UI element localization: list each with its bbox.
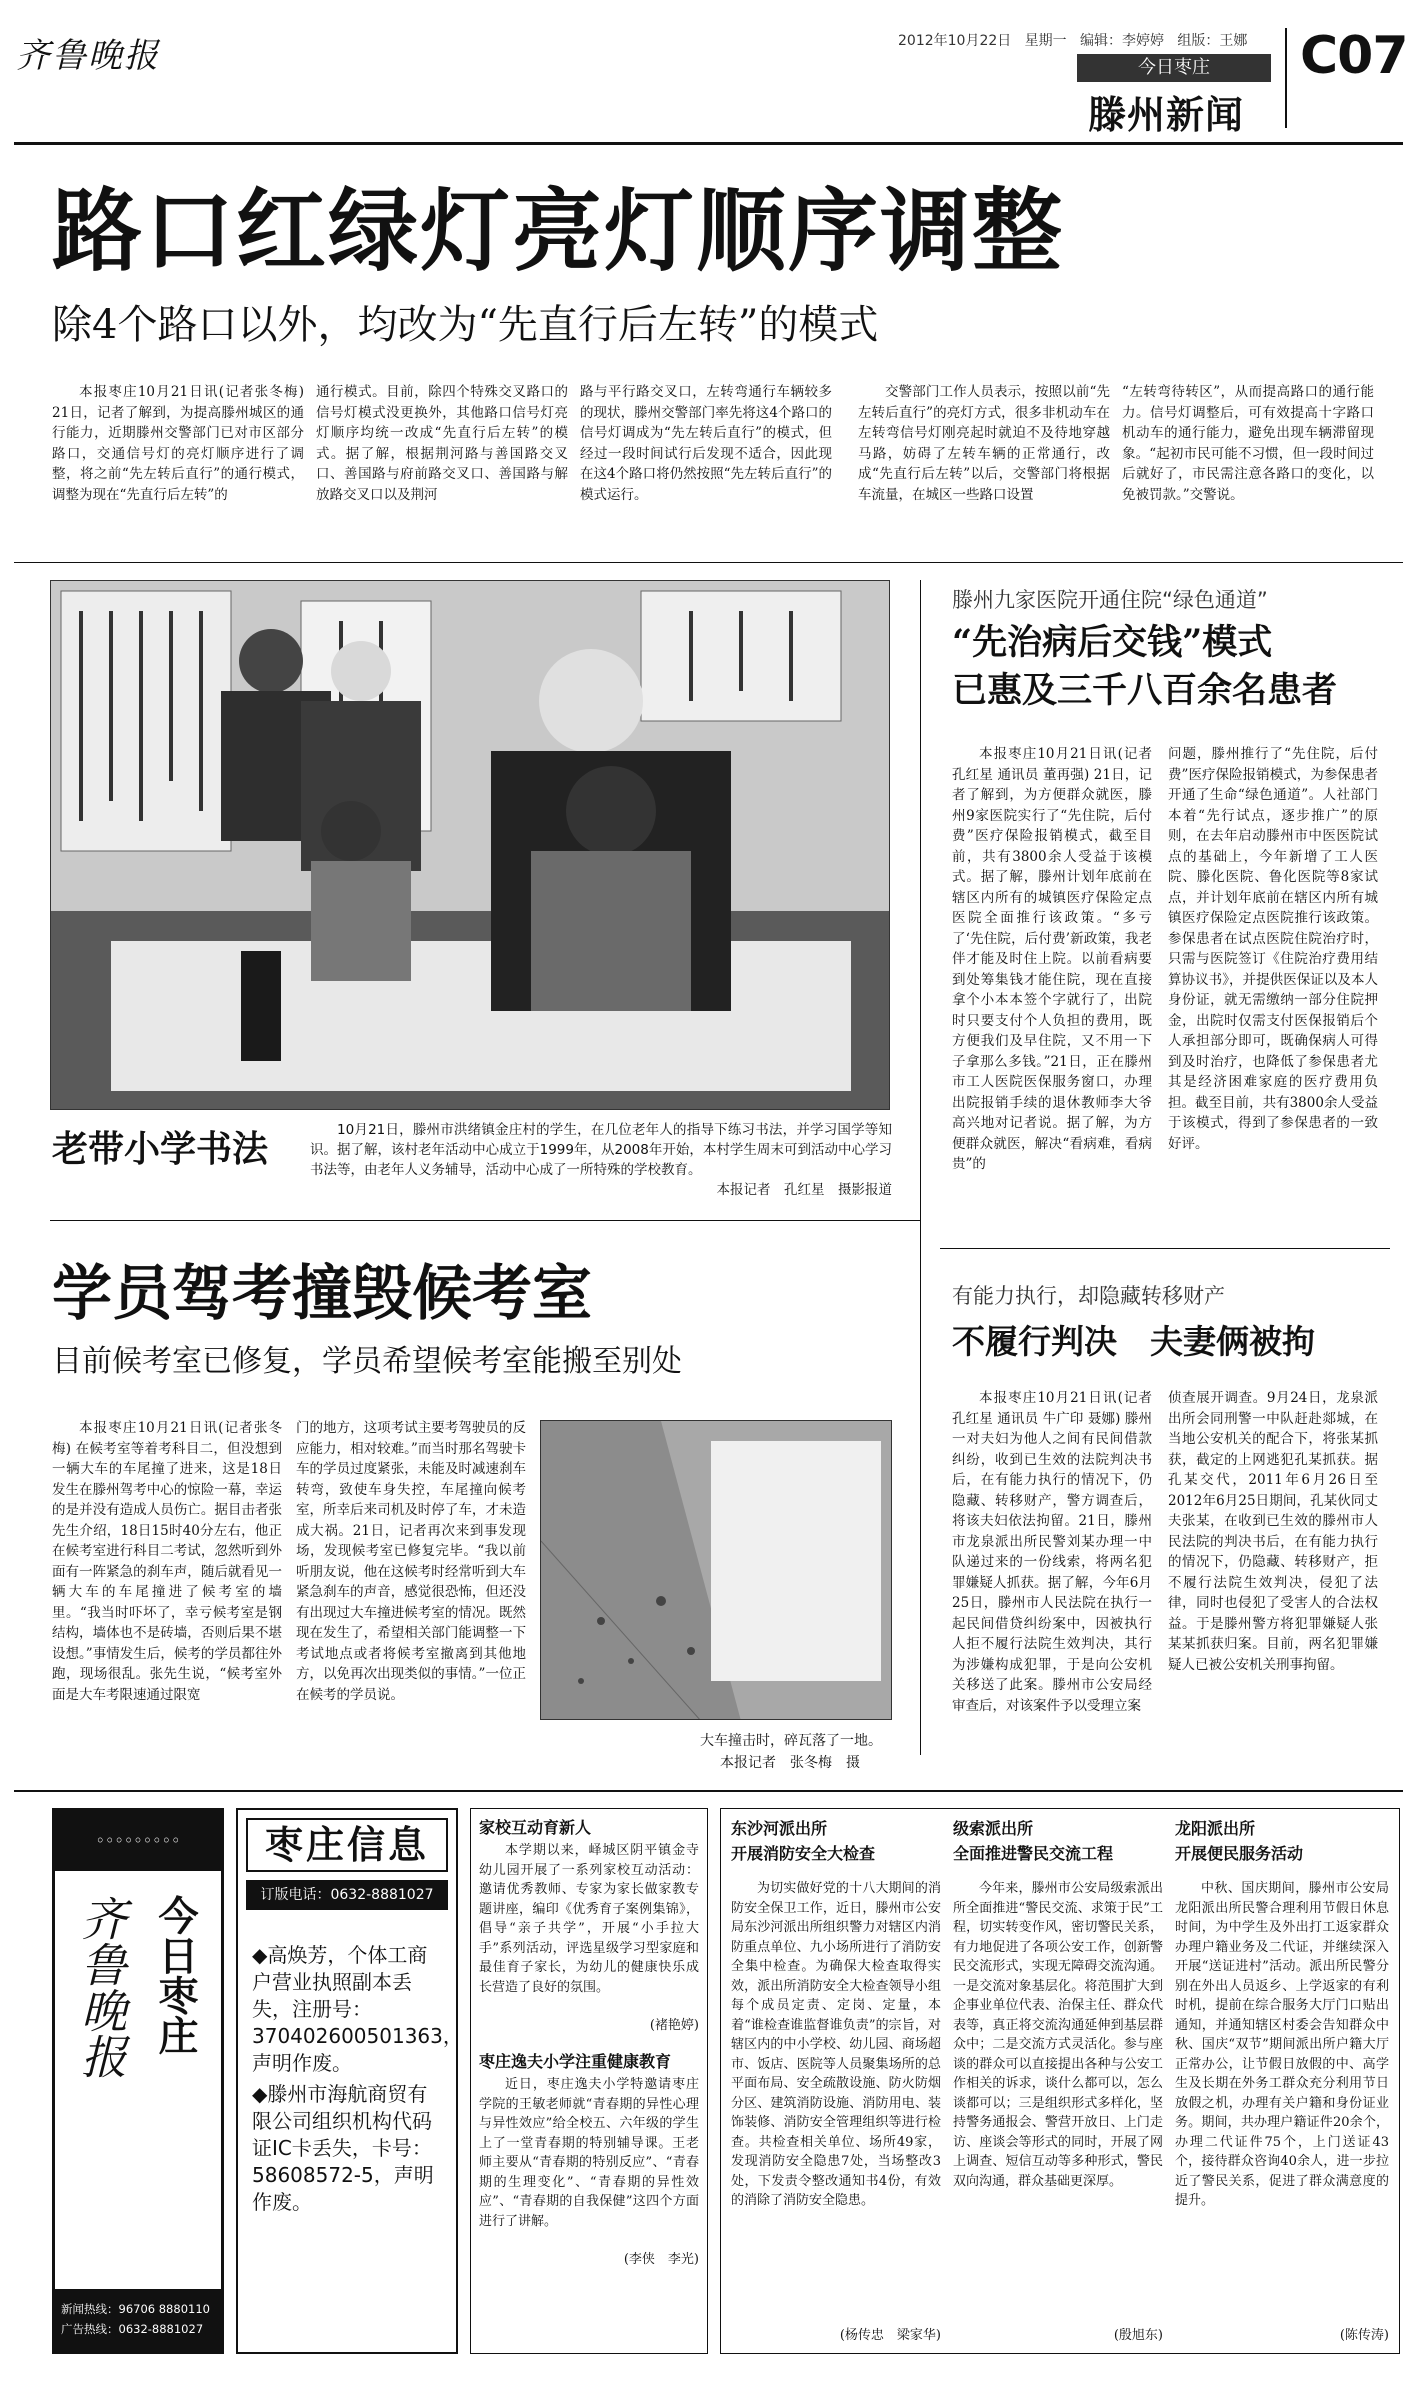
masthead-logo: 齐鲁晚报 [16,36,160,76]
calligraphy-bottom-rule [50,1220,920,1221]
info-box [236,1808,463,2354]
lead-col-3: 路与平行路交叉口，左转弯通行车辆较多的现状，滕州交警部门率先将这4个路口的信号灯调成为“先左转后直行”的模式，但经过一段时间试行后发现不适合，因此现在这4个路口将仍然按照“先左转后直行”的模式运行。 [580,384,832,503]
police-1-author: (杨传忠 梁家华) [839,2328,941,2343]
police-3-author: (陈传涛) [1339,2328,1389,2343]
calligraphy-caption: 10月21日，滕州市洪绪镇金庄村的学生，在几位老年人的指导下练习书法，并学习国学等知识。据了解，该村老年活动中心成立于1999年，从2008年开始，本村学生周末可到活动中心学习书法等，由老年人义务辅导，活动中心成了一所特殊的学校教育。 本报记者 孔红星 摄影报道 [310,1122,892,1198]
exam-photo [540,1420,892,1720]
section-name: 滕州新闻 [1088,92,1245,137]
brand-ad-sub: 今日枣庄 [152,1895,199,2055]
police-item-3 [1175,1817,1389,2345]
school2-body: 近日，枣庄逸夫小学特邀请枣庄学院的王敏老师就“青春期的异性心理与异性效应”给全校五、六年级的学生上了一堂青春期的特别辅导课。王老师主要从“青春期的特别反应”、“青春期的生理变化”、“青春期的异性效应”、“青春期的自我保健”这四个方面进行了讲解。 [479,2077,699,2229]
info-title: 枣庄信息 [246,1818,448,1872]
layout-credit: 组版：王娜 [1177,33,1248,49]
lead-subhead: 除4个路口以外，均改为“先直行后左转”的模式 [52,302,879,348]
brand-ad [52,1808,224,2354]
calligraphy-photo-art [51,581,890,1110]
masthead-meta [898,30,1247,50]
school2-author: (李侠 李光) [623,2252,699,2267]
police-2-title: 全面推进警民交流工程 [953,1844,1114,1863]
bottom-section-rule [14,1790,1403,1792]
lead-col-2: 通行模式。目前，除四个特殊交叉路口的信号灯模式没更换外，其他路口信号灯亮灯顺序均统一改成“先直行后左转”的模式。据了解，根据荆河路与善国路交叉口、善国路与府前路交叉口、善国路与解放路交叉口以及荆河 [316,384,568,503]
news-hotline: 新闻热线：96706 8880110 [61,2302,210,2316]
police-2-station: 级索派出所 [953,1819,1034,1838]
police-3-title: 开展便民服务活动 [1175,1844,1304,1863]
police-3-station: 龙阳派出所 [1175,1819,1256,1838]
info-item-1: ◆高焕芳，个体工商户营业执照副本丢失，注册号：370402600501363，声明作废。 [252,1943,463,2075]
school2-title: 枣庄逸夫小学注重健康教育 [479,2052,672,2071]
right-column-vrule [920,580,921,1755]
exam-subhead: 目前候考室已修复，学员希望候考室能搬至别处 [52,1344,682,1379]
masthead-rule [14,142,1403,145]
exam-headline: 学员驾考撞毁候考室 [52,1259,592,1329]
info-phone: 订版电话：0632-8881027 [246,1880,448,1910]
police-1-title: 开展消防安全大检查 [731,1844,876,1863]
hospital-col-1: 本报枣庄10月21日讯(记者 孔红星 通讯员 董再强) 21日，记者了解到，为方便群众就医，滕州9家医院实行了“先住院，后付费”医疗保险报销模式，截至目前，共有3800余人受益于该模式。据了解，滕州计划年底前在辖区内所有的城镇医疗保险定点医院全面推行该政策。“多亏了‘先住院，后付费’新政策，我老伴才能及时住上院。以前看病要到处筹集钱才能住院，现在直接拿个小本本签个字就行了，出院时只要支付个人负担的费用，既方便我们及早住院，又不用一下子拿那么多钱。”21日，正在滕州市工人医院医保服务窗口，办理出院报销手续的退休教师李大爷高兴地对记者说。据了解，为方便群众就医，解决“看病难，看病贵”的 [952,746,1152,1172]
verdict-kicker: 有能力执行，却隐藏转移财产 [952,1284,1225,1308]
police-item-1 [731,1817,941,2345]
school1-author: (褚艳婷) [649,2018,699,2033]
editor-credit: 编辑：李婷婷 [1079,33,1164,49]
calligraphy-title: 老带小学书法 [52,1128,269,1170]
police-3-body: 中秋、国庆期间，滕州市公安局龙阳派出所民警合理利用节假日休息时间，为中学生及外出打工返家群众办理户籍业务及二代证，并继续深入开展“送证进村”活动。派出所民警分别在外出人员返乡、上学返家的有利时机，提前在综合服务大厅门口贴出通知，并通知辖区村委会告知群众中秋、国庆“双节”期间派出所户籍大厅正常办公，让节假日放假的中、高学生及长期在外务工群众充分利用节日放假之机，办理有关户籍和身份证业务。期间，共办理户籍证件20余个，办理二代证件75个，上门送证43个，接待群众咨询40余人，进一步拉近了警民关系，促进了群众满意度的提升。 [1175,1881,1389,2208]
masthead-vrule [1285,28,1287,128]
police-2-body: 今年来，滕州市公安局级索派出所全面推进“警民交流、求策于民”工程，切实转变作风，密切警民关系，有力地促进了各项公安工作，创新警民交流形式，实现无障碍交流沟通。一是交流对象基层化。将范围扩大到企事业单位代表、治保主任、群众代表等，真正将交流沟通延伸到基层群众中；二是交流方式灵活化。参与座谈的群众可以直接提出各种与公安工作相关的诉求，谈什么都可以，怎么谈都可以；三是组织形式多样化，坚持警务通报会、警营开放日、上门走访、座谈会等形式的同时，开展了网上调查、短信互动等多种形式，警民双向沟通，群众基础更深厚。 [953,1881,1163,2189]
calligraphy-photo [50,580,890,1110]
exam-photo-credit: 本报记者 张冬梅 摄 [720,1755,860,1771]
exam-col-2: 门的地方，这项考试主要考驾驶员的反应能力，相对较难。”而当时那名驾驶卡车的学员过度紧张，未能及时减速刹车转弯，致使车身失控，车尾撞向候考室，所幸后来司机及时停了车，才未造成大祸。21日，记者再次来到事发现场，发现候考室已修复完毕。“我以前听朋友说，他在这候考时经常听到大车紧急刹车的声音，感觉很恐怖，但还没有出现过大车撞进候考室的情况。既然现在发生了，希望相关部门能调整一下考试地点或者将候考室撤离到其他地方，以免再次出现类似的事情。”一位正在候考的学员说。 [296,1420,526,1703]
calligraphy-credit: 本报记者 孔红星 摄影报道 [716,1182,892,1198]
lead-col-5: “左转弯待转区”，从而提高路口的通行能力。信号灯调整后，可有效提高十字路口机动车的通行能力，避免出现车辆滞留现象。“起初市民可能不习惯，但一段时间过后就好了，市民需注意各路口的变化，以免被罚款。”交警说。 [1122,384,1374,503]
page-number: C07 [1300,26,1408,86]
police-item-2 [953,1817,1163,2345]
section-tag: 今日枣庄 [1077,54,1271,82]
issue-date: 2012年10月22日 [898,33,1012,49]
hospital-col-2: 问题，滕州推行了“先住院，后付费”医疗保险报销模式，为参保患者开通了生命“绿色通道”。人社部门本着“先行试点，逐步推广”的原则，在去年启动滕州市中医医院试点的基础上，今年新增了工人医院、滕化医院、鲁化医院等8家试点，并计划年底前在辖区内所有城镇医疗保险定点医院推行该政策。参保患者在试点医院住院治疗时，只需与医院签订《住院治疗费用结算协议书》，并提供医保证以及本人身份证，就无需缴纳一部分住院押金，出院时仅需支付医保报销后个人承担部分即可，既确保病人可得到及时治疗，也降低了参保患者尤其是经济困难家庭的医疗费用负担。截至目前，共有3800余人受益于该模式，得到了参保患者的一致好评。 [1168,746,1378,1152]
ads-hotline: 广告热线：0632-8881027 [61,2322,204,2336]
hospital-bottom-rule [940,1248,1390,1249]
police-1-station: 东沙河派出所 [731,1819,828,1838]
verdict-headline: 不履行判决 夫妻俩被拘 [952,1322,1315,1361]
verdict-col-2: 侦查展开调查。9月24日，龙泉派出所会同刑警一中队赶赴郯城，在当地公安机关的配合下，将张某抓获，截定的上网逃犯孔某抓获。据孔某交代，2011年6月26日至2012年6月25日期间，孔某伙同丈夫张某，在收到已生效的滕州市人民法院的判决书后，在有能力执行的情况下，仍隐藏、转移财产，拒不履行法院生效判决，侵犯了法律，同时也侵犯了受害人的合法权益。于是滕州警方将犯罪嫌疑人张某某抓获归案。目前，两名犯罪嫌疑人已被公安机关刑事拘留。 [1168,1390,1378,1673]
verdict-col-1: 本报枣庄10月21日讯(记者 孔红星 通讯员 牛广印 聂娜) 滕州一对夫妇为他人之间有民间借款纠纷，收到已生效的法院判决书后，在有能力执行的情况下，仍隐藏、转移财产，警方调查后，将该夫妇依法拘留。21日，滕州市龙泉派出所民警刘某办理一中队递过来的一份线索，将两名犯罪嫌疑人抓获。据了解，今年6月25日，滕州市人民法院在执行一起民间借贷纠纷案中，因被执行人拒不履行法院生效判决，其行为涉嫌构成犯罪，于是向公安机关移送了此案。滕州市公安局经审查后，对该案件予以受理立案 [952,1390,1152,1714]
exam-photo-caption: 大车撞击时，碎瓦落了一地。 [700,1733,882,1749]
brand-ad-hotlines [55,2289,221,2351]
hospital-kicker: 滕州九家医院开通住院“绿色通道” [952,588,1268,612]
police-2-author: (殷旭东) [1113,2328,1163,2343]
school1-body: 本学期以来，峄城区阴平镇金寺幼儿园开展了一系列家校互动活动：邀请优秀教师、专家为家长做家教专题讲座，编印《优秀育子案例集锦》，倡导“亲子共学”，开展“小手拉大手”系列活动，评选星级学习型家庭和最佳育子家长，为幼儿的健康快乐成长营造了良好的氛围。 [479,1843,699,1995]
exam-col-1: 本报枣庄10月21日讯(记者张冬梅) 在候考室等着考科目二，但没想到一辆大车的车尾撞了进来，这是18日发生在滕州驾考中心的惊险一幕，幸运的是并没有造成人员伤亡。据目击者张先生介绍，18日15时40分左右，他正在候考室进行科目二考试，忽然听到外面有一阵紧急的刹车声，随后就看见一辆大车的车尾撞进了候考室的墙里。“我当时吓坏了，幸亏候考室是钢结构，墙体也不是砖墙，否则后果不堪设想。”事情发生后，候考的学员都往外跑，现场很乱。张先生说，“候考室外面是大车考限速通过限宽 [52,1420,282,1703]
hospital-headline-1: “先治病后交钱”模式 [952,622,1273,663]
brand-ad-name: 齐鲁晚报 [74,1895,128,2079]
police-box [720,1808,1400,2354]
info-item-2: ◆滕州市海航商贸有限公司组织机构代码证IC卡丢失，卡号：58608572-5，声明作废。 [252,2082,434,2214]
lead-col-4: 交警部门工作人员表示，按照以前“先左转后直行”的亮灯方式，很多非机动车在左转弯信号灯刚亮起时就迫不及待地穿越马路，妨碍了左转车辆的正常通行，改成“先直行后左转”以后，交警部门将根据车流量，在城区一些路口设置 [858,384,1110,503]
issue-weekday: 星期一 [1024,33,1067,49]
exam-photo-art [541,1421,892,1720]
school-box [470,1808,708,2354]
school1-title: 家校互动育新人 [479,1818,592,1837]
lead-col-1: 本报枣庄10月21日讯(记者张冬梅) 21日，记者了解到，为提高滕州城区的通行能力，近期滕州交警部门已对市区部分路口，交通信号灯的亮灯顺序进行了调整，将之前“先左转后直行”的通行模式，调整为现在“先直行后左转”的 [52,384,304,503]
police-1-body: 为切实做好党的十八大期间的消防安全保卫工作，近日，滕州市公安局东沙河派出所组织警力对辖区内消防重点单位、九小场所进行了消防安全集中检查。为确保大检查取得实效，派出所消防安全大检查领导小组每个成员定责、定岗、定量，本着“谁检查谁监督谁负责”的宗旨，对辖区内的中小学校、幼儿园、商场超市、饭店、医院等人员聚集场所的总平面布局、安全疏散设施、防火防烟分区、建筑消防设施、消防用电、装饰装修、消防安全管理组织等进行检查。共检查相关单位、场所49家，发现消防安全隐患7处，当场整改3处，下发责令整改通知书4份，有效的消除了消防安全隐患。 [731,1881,941,2208]
lead-headline: 路口红绿灯亮灯顺序调整 [52,178,1064,284]
lead-bottom-rule [14,562,1403,563]
hospital-headline-2: 已惠及三千八百余名患者 [952,670,1338,711]
brand-ad-pattern: ◦◦◦◦◦◦◦◦◦ [55,1811,221,1871]
